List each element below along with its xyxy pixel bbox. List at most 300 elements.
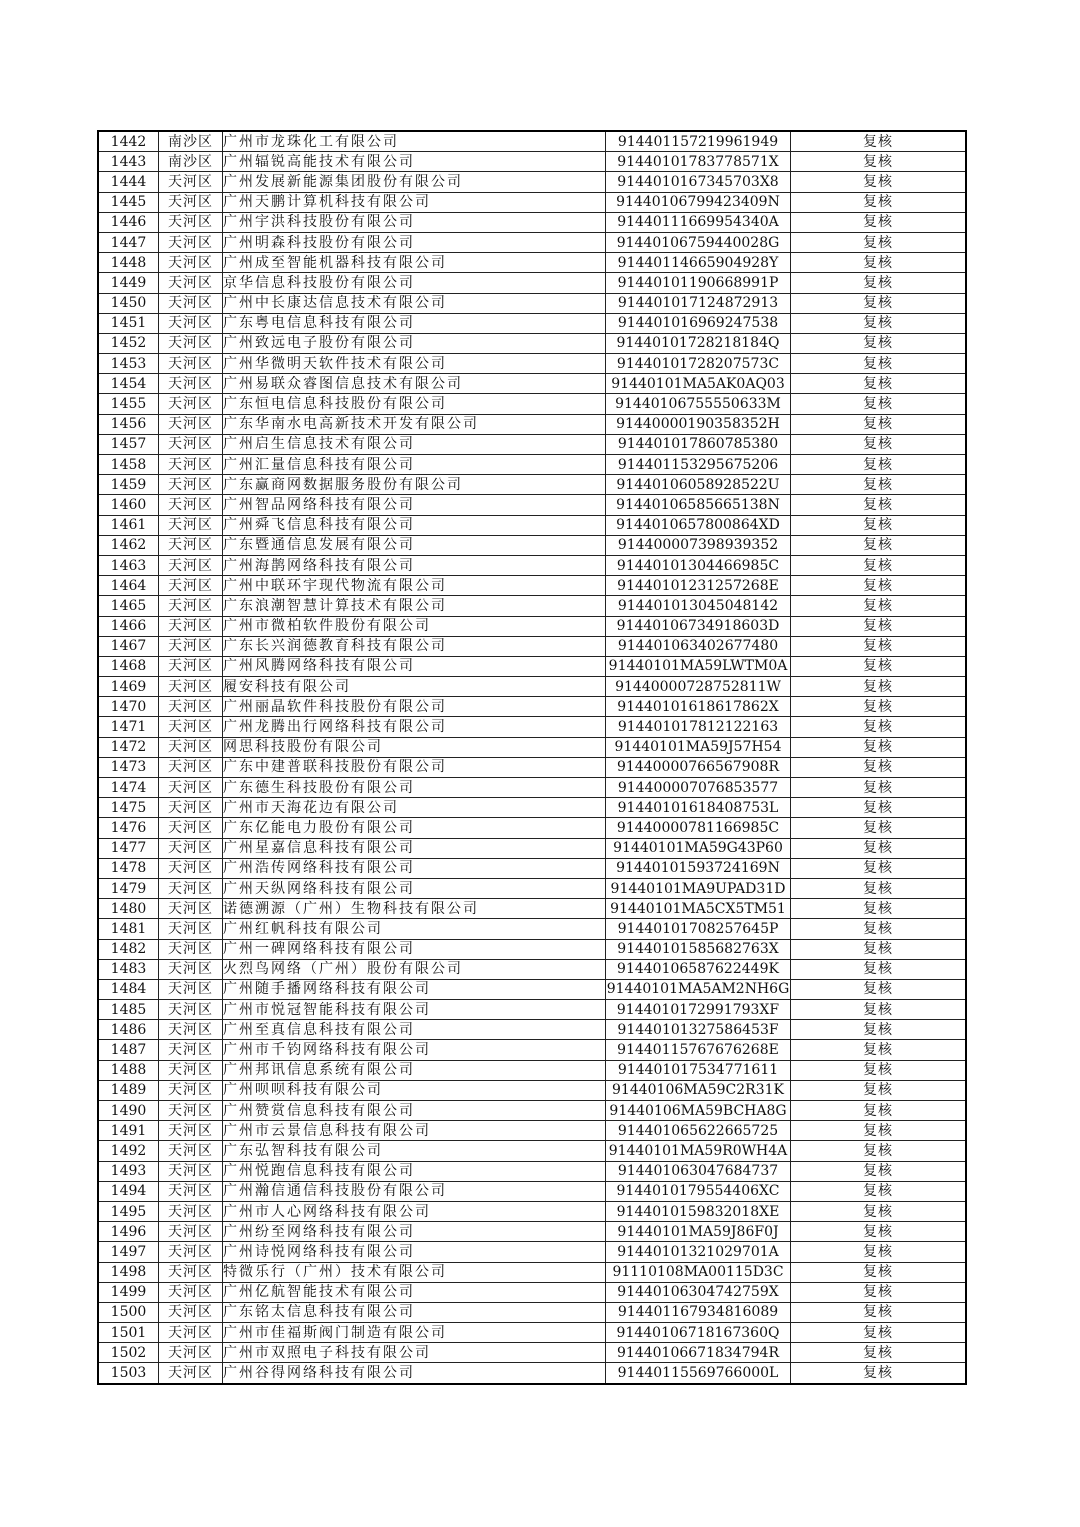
row-number: 1455 (98, 394, 159, 414)
company-name: 广州启生信息技术有限公司 (223, 434, 606, 454)
district: 南沙区 (159, 131, 223, 152)
company-name: 广州市微柏软件股份有限公司 (223, 616, 606, 636)
row-number: 1465 (98, 596, 159, 616)
credit-code: 91440101MA59LWTM0A (606, 656, 791, 676)
district: 天河区 (159, 1343, 223, 1363)
district: 天河区 (159, 475, 223, 495)
row-number: 1486 (98, 1020, 159, 1040)
review-type: 复核 (791, 354, 967, 374)
district: 天河区 (159, 979, 223, 999)
row-number: 1442 (98, 131, 159, 152)
review-type: 复核 (791, 697, 967, 717)
district: 南沙区 (159, 152, 223, 172)
row-number: 1488 (98, 1060, 159, 1080)
credit-code: 914401063047684737 (606, 1161, 791, 1181)
credit-code: 91440106MA59BCHA8G (606, 1101, 791, 1121)
table-row (98, 1363, 966, 1384)
company-name: 广州瀚信通信科技股份有限公司 (223, 1181, 606, 1201)
credit-code: 91440106759440028G (606, 232, 791, 252)
credit-code: 91440101MA5AM2NH6G (606, 979, 791, 999)
credit-code: 91440101618408753L (606, 798, 791, 818)
table-row (98, 414, 966, 434)
table-row (98, 192, 966, 212)
review-type: 复核 (791, 515, 967, 535)
review-type: 复核 (791, 979, 967, 999)
review-type: 复核 (791, 656, 967, 676)
table-row (98, 1040, 966, 1060)
review-type: 复核 (791, 293, 967, 313)
credit-code: 91440101231257268E (606, 576, 791, 596)
credit-code: 91440000728752811W (606, 677, 791, 697)
row-number: 1487 (98, 1040, 159, 1060)
company-name: 特微乐行（广州）技术有限公司 (223, 1262, 606, 1282)
district: 天河区 (159, 1181, 223, 1201)
district: 天河区 (159, 1282, 223, 1302)
credit-code: 91440106587622449K (606, 959, 791, 979)
table-row (98, 596, 966, 616)
credit-code: 914401157219961949 (606, 131, 791, 152)
company-name: 广州市云景信息科技有限公司 (223, 1121, 606, 1141)
review-type: 复核 (791, 757, 967, 777)
company-name: 广州市人心网络科技有限公司 (223, 1201, 606, 1221)
review-type: 复核 (791, 1181, 967, 1201)
row-number: 1492 (98, 1141, 159, 1161)
review-type: 复核 (791, 455, 967, 475)
district: 天河区 (159, 1363, 223, 1384)
review-type: 复核 (791, 232, 967, 252)
company-name: 广州易联众睿图信息技术有限公司 (223, 374, 606, 394)
table-row (98, 1222, 966, 1242)
company-name: 广州天纵网络科技有限公司 (223, 878, 606, 898)
table-row (98, 535, 966, 555)
table-row (98, 212, 966, 232)
row-number: 1489 (98, 1080, 159, 1100)
row-number: 1443 (98, 152, 159, 172)
row-number: 1444 (98, 172, 159, 192)
review-type: 复核 (791, 333, 967, 353)
table-row (98, 858, 966, 878)
company-name: 广州辐锐高能技术有限公司 (223, 152, 606, 172)
review-type: 复核 (791, 131, 967, 152)
review-type: 复核 (791, 1343, 967, 1363)
credit-code: 914401153295675206 (606, 455, 791, 475)
row-number: 1493 (98, 1161, 159, 1181)
district: 天河区 (159, 1101, 223, 1121)
review-type: 复核 (791, 878, 967, 898)
credit-code: 91440101MA59R0WH4A (606, 1141, 791, 1161)
company-name: 广州海鹊网络科技有限公司 (223, 555, 606, 575)
district: 天河区 (159, 596, 223, 616)
company-name: 广东长兴润德教育科技有限公司 (223, 636, 606, 656)
credit-code: 914400007398939352 (606, 535, 791, 555)
company-name: 广州天鹏计算机科技有限公司 (223, 192, 606, 212)
company-name: 广州随手播网络科技有限公司 (223, 979, 606, 999)
credit-code: 91440106734918603D (606, 616, 791, 636)
review-type: 复核 (791, 1323, 967, 1343)
credit-code: 91440101MA5AK0AQ03 (606, 374, 791, 394)
district: 天河区 (159, 313, 223, 333)
table-row (98, 1020, 966, 1040)
district: 天河区 (159, 1060, 223, 1080)
review-type: 复核 (791, 1121, 967, 1141)
review-type: 复核 (791, 1161, 967, 1181)
table-row (98, 455, 966, 475)
company-name: 广州市天海花边有限公司 (223, 798, 606, 818)
district: 天河区 (159, 919, 223, 939)
review-type: 复核 (791, 778, 967, 798)
credit-code: 914401017860785380 (606, 434, 791, 454)
table-row (98, 636, 966, 656)
district: 天河区 (159, 576, 223, 596)
credit-code: 91440101728218184Q (606, 333, 791, 353)
review-type: 复核 (791, 959, 967, 979)
credit-code: 91440106755550633M (606, 394, 791, 414)
table-row (98, 1181, 966, 1201)
review-type: 复核 (791, 1363, 967, 1384)
row-number: 1474 (98, 778, 159, 798)
company-name: 广东中建普联科技股份有限公司 (223, 757, 606, 777)
row-number: 1483 (98, 959, 159, 979)
review-type: 复核 (791, 535, 967, 555)
district: 天河区 (159, 1000, 223, 1020)
row-number: 1484 (98, 979, 159, 999)
district: 天河区 (159, 1020, 223, 1040)
row-number: 1452 (98, 333, 159, 353)
review-type: 复核 (791, 939, 967, 959)
district: 天河区 (159, 232, 223, 252)
district: 天河区 (159, 273, 223, 293)
company-name: 广东亿能电力股份有限公司 (223, 818, 606, 838)
credit-code: 91440000781166985C (606, 818, 791, 838)
district: 天河区 (159, 414, 223, 434)
row-number: 1481 (98, 919, 159, 939)
company-name: 广州龙腾出行网络科技有限公司 (223, 717, 606, 737)
table-row (98, 1323, 966, 1343)
table-row (98, 939, 966, 959)
company-name: 广东铭太信息科技有限公司 (223, 1302, 606, 1322)
review-type: 复核 (791, 858, 967, 878)
table-row (98, 313, 966, 333)
table-row (98, 333, 966, 353)
review-type: 复核 (791, 1141, 967, 1161)
table-row (98, 959, 966, 979)
credit-code: 91440101321029701A (606, 1242, 791, 1262)
credit-code: 914401167934816089 (606, 1302, 791, 1322)
credit-code: 91440106058928522U (606, 475, 791, 495)
review-type: 复核 (791, 798, 967, 818)
district: 天河区 (159, 757, 223, 777)
table-row (98, 1121, 966, 1141)
credit-code: 9144010167345703X8 (606, 172, 791, 192)
table-row (98, 616, 966, 636)
table-row (98, 656, 966, 676)
company-name: 广州华微明天软件技术有限公司 (223, 354, 606, 374)
review-type: 复核 (791, 636, 967, 656)
review-type: 复核 (791, 737, 967, 757)
table-row (98, 1080, 966, 1100)
row-number: 1460 (98, 495, 159, 515)
row-number: 1457 (98, 434, 159, 454)
company-name: 广州诗悦网络科技有限公司 (223, 1242, 606, 1262)
table-row (98, 1060, 966, 1080)
table-row (98, 919, 966, 939)
table-row (98, 717, 966, 737)
credit-code: 914401013045048142 (606, 596, 791, 616)
credit-code: 91440106799423409N (606, 192, 791, 212)
district: 天河区 (159, 1302, 223, 1322)
district: 天河区 (159, 677, 223, 697)
table-row (98, 434, 966, 454)
credit-code: 914401017534771611 (606, 1060, 791, 1080)
review-type: 复核 (791, 1222, 967, 1242)
credit-code: 9144010172991793XF (606, 1000, 791, 1020)
company-name: 广东浪潮智慧计算技术有限公司 (223, 596, 606, 616)
district: 天河区 (159, 172, 223, 192)
review-type: 复核 (791, 172, 967, 192)
credit-code: 91440101327586453F (606, 1020, 791, 1040)
row-number: 1490 (98, 1101, 159, 1121)
table-row (98, 1161, 966, 1181)
company-name: 广东弘智科技有限公司 (223, 1141, 606, 1161)
table-row (98, 878, 966, 898)
district: 天河区 (159, 333, 223, 353)
review-type: 复核 (791, 1080, 967, 1100)
district: 天河区 (159, 858, 223, 878)
credit-code: 9144010657800864XD (606, 515, 791, 535)
review-type: 复核 (791, 1302, 967, 1322)
district: 天河区 (159, 555, 223, 575)
district: 天河区 (159, 1323, 223, 1343)
company-name: 广州星嘉信息科技有限公司 (223, 838, 606, 858)
company-name: 广州赞赏信息科技有限公司 (223, 1101, 606, 1121)
company-name: 广州中长康达信息技术有限公司 (223, 293, 606, 313)
district: 天河区 (159, 1242, 223, 1262)
table-row (98, 374, 966, 394)
district: 天河区 (159, 616, 223, 636)
district: 天河区 (159, 656, 223, 676)
district: 天河区 (159, 293, 223, 313)
row-number: 1476 (98, 818, 159, 838)
company-name: 广东华南水电高新技术开发有限公司 (223, 414, 606, 434)
row-number: 1470 (98, 697, 159, 717)
review-type: 复核 (791, 1040, 967, 1060)
district: 天河区 (159, 212, 223, 232)
district: 天河区 (159, 838, 223, 858)
credit-code: 91440101190668991P (606, 273, 791, 293)
review-type: 复核 (791, 576, 967, 596)
row-number: 1450 (98, 293, 159, 313)
review-type: 复核 (791, 1201, 967, 1221)
company-name: 广州致远电子股份有限公司 (223, 333, 606, 353)
company-name: 广州市千钧网络科技有限公司 (223, 1040, 606, 1060)
row-number: 1451 (98, 313, 159, 333)
review-type: 复核 (791, 818, 967, 838)
review-type: 复核 (791, 212, 967, 232)
row-number: 1478 (98, 858, 159, 878)
review-type: 复核 (791, 616, 967, 636)
table-row (98, 677, 966, 697)
table-row (98, 1242, 966, 1262)
district: 天河区 (159, 636, 223, 656)
row-number: 1475 (98, 798, 159, 818)
district: 天河区 (159, 939, 223, 959)
company-name: 火烈鸟网络（广州）股份有限公司 (223, 959, 606, 979)
table-row (98, 798, 966, 818)
table-row (98, 555, 966, 575)
credit-code: 91110108MA00115D3C (606, 1262, 791, 1282)
review-type: 复核 (791, 1262, 967, 1282)
row-number: 1500 (98, 1302, 159, 1322)
table-row (98, 1201, 966, 1221)
table-row (98, 899, 966, 919)
row-number: 1480 (98, 899, 159, 919)
credit-code: 91440106MA59C2R31K (606, 1080, 791, 1100)
row-number: 1473 (98, 757, 159, 777)
company-name: 广州汇量信息科技有限公司 (223, 455, 606, 475)
company-name: 广州红帆科技有限公司 (223, 919, 606, 939)
review-type: 复核 (791, 1060, 967, 1080)
credit-code: 914401017812122163 (606, 717, 791, 737)
review-type: 复核 (791, 374, 967, 394)
company-name: 广东暨通信息发展有限公司 (223, 535, 606, 555)
credit-code: 91440106671834794R (606, 1343, 791, 1363)
district: 天河区 (159, 697, 223, 717)
table-row (98, 475, 966, 495)
table-row (98, 1343, 966, 1363)
district: 天河区 (159, 535, 223, 555)
table-row (98, 293, 966, 313)
review-type: 复核 (791, 838, 967, 858)
district: 天河区 (159, 737, 223, 757)
table-row (98, 757, 966, 777)
credit-code: 91440101MA9UPAD31D (606, 878, 791, 898)
district: 天河区 (159, 394, 223, 414)
company-name: 广东恒电信息科技股份有限公司 (223, 394, 606, 414)
district: 天河区 (159, 354, 223, 374)
company-name: 广州舜飞信息科技有限公司 (223, 515, 606, 535)
district: 天河区 (159, 1201, 223, 1221)
row-number: 1464 (98, 576, 159, 596)
table-body (98, 131, 966, 1384)
table-row (98, 515, 966, 535)
table-row (98, 394, 966, 414)
credit-code: 91440000766567908R (606, 757, 791, 777)
row-number: 1461 (98, 515, 159, 535)
district: 天河区 (159, 959, 223, 979)
review-type: 复核 (791, 434, 967, 454)
review-type: 复核 (791, 475, 967, 495)
row-number: 1477 (98, 838, 159, 858)
district: 天河区 (159, 778, 223, 798)
review-type: 复核 (791, 1101, 967, 1121)
credit-code: 91440101593724169N (606, 858, 791, 878)
credit-code: 91440114665904928Y (606, 253, 791, 273)
company-name: 广州呗呗科技有限公司 (223, 1080, 606, 1100)
row-number: 1448 (98, 253, 159, 273)
review-type: 复核 (791, 1000, 967, 1020)
table-row (98, 152, 966, 172)
company-name: 京华信息科技股份有限公司 (223, 273, 606, 293)
credit-code: 914401065622665725 (606, 1121, 791, 1141)
row-number: 1491 (98, 1121, 159, 1141)
table-row (98, 354, 966, 374)
district: 天河区 (159, 1141, 223, 1161)
row-number: 1459 (98, 475, 159, 495)
table-row (98, 737, 966, 757)
credit-code: 9144010179554406XC (606, 1181, 791, 1201)
row-number: 1501 (98, 1323, 159, 1343)
company-name: 广州纷至网络科技有限公司 (223, 1222, 606, 1242)
credit-code: 91440101728207573C (606, 354, 791, 374)
credit-code: 914401016969247538 (606, 313, 791, 333)
enterprise-list-table (97, 130, 967, 1385)
table-row (98, 273, 966, 293)
review-type: 复核 (791, 677, 967, 697)
review-type: 复核 (791, 495, 967, 515)
company-name: 广州悦跑信息科技有限公司 (223, 1161, 606, 1181)
review-type: 复核 (791, 253, 967, 273)
credit-code: 91440101708257645P (606, 919, 791, 939)
table-row (98, 1262, 966, 1282)
district: 天河区 (159, 1222, 223, 1242)
table-row (98, 818, 966, 838)
company-name: 网思科技股份有限公司 (223, 737, 606, 757)
company-name: 广州市双照电子科技有限公司 (223, 1343, 606, 1363)
row-number: 1482 (98, 939, 159, 959)
row-number: 1472 (98, 737, 159, 757)
row-number: 1449 (98, 273, 159, 293)
credit-code: 91440101MA59G43P60 (606, 838, 791, 858)
row-number: 1485 (98, 1000, 159, 1020)
table-row (98, 576, 966, 596)
credit-code: 91440101MA59J86F0J (606, 1222, 791, 1242)
review-type: 复核 (791, 394, 967, 414)
table-row (98, 838, 966, 858)
district: 天河区 (159, 798, 223, 818)
credit-code: 914401063402677480 (606, 636, 791, 656)
table-row (98, 232, 966, 252)
credit-code: 914400007076853577 (606, 778, 791, 798)
credit-code: 91440101MA59J57H54 (606, 737, 791, 757)
company-name: 诺德溯源（广州）生物科技有限公司 (223, 899, 606, 919)
company-name: 广州市龙珠化工有限公司 (223, 131, 606, 152)
review-type: 复核 (791, 273, 967, 293)
company-name: 广州中联环宇现代物流有限公司 (223, 576, 606, 596)
company-name: 广州丽晶软件科技股份有限公司 (223, 697, 606, 717)
company-name: 广州风腾网络科技有限公司 (223, 656, 606, 676)
row-number: 1498 (98, 1262, 159, 1282)
credit-code: 91440101MA5CX5TM51 (606, 899, 791, 919)
row-number: 1496 (98, 1222, 159, 1242)
company-name: 广州明森科技股份有限公司 (223, 232, 606, 252)
credit-code: 9144010159832018XE (606, 1201, 791, 1221)
company-name: 履安科技有限公司 (223, 677, 606, 697)
row-number: 1494 (98, 1181, 159, 1201)
table-row (98, 697, 966, 717)
table-row (98, 253, 966, 273)
review-type: 复核 (791, 899, 967, 919)
row-number: 1446 (98, 212, 159, 232)
credit-code: 91440106304742759X (606, 1282, 791, 1302)
row-number: 1471 (98, 717, 159, 737)
row-number: 1463 (98, 555, 159, 575)
row-number: 1447 (98, 232, 159, 252)
review-type: 复核 (791, 1242, 967, 1262)
company-name: 广州智品网络科技有限公司 (223, 495, 606, 515)
review-type: 复核 (791, 152, 967, 172)
district: 天河区 (159, 515, 223, 535)
row-number: 1466 (98, 616, 159, 636)
